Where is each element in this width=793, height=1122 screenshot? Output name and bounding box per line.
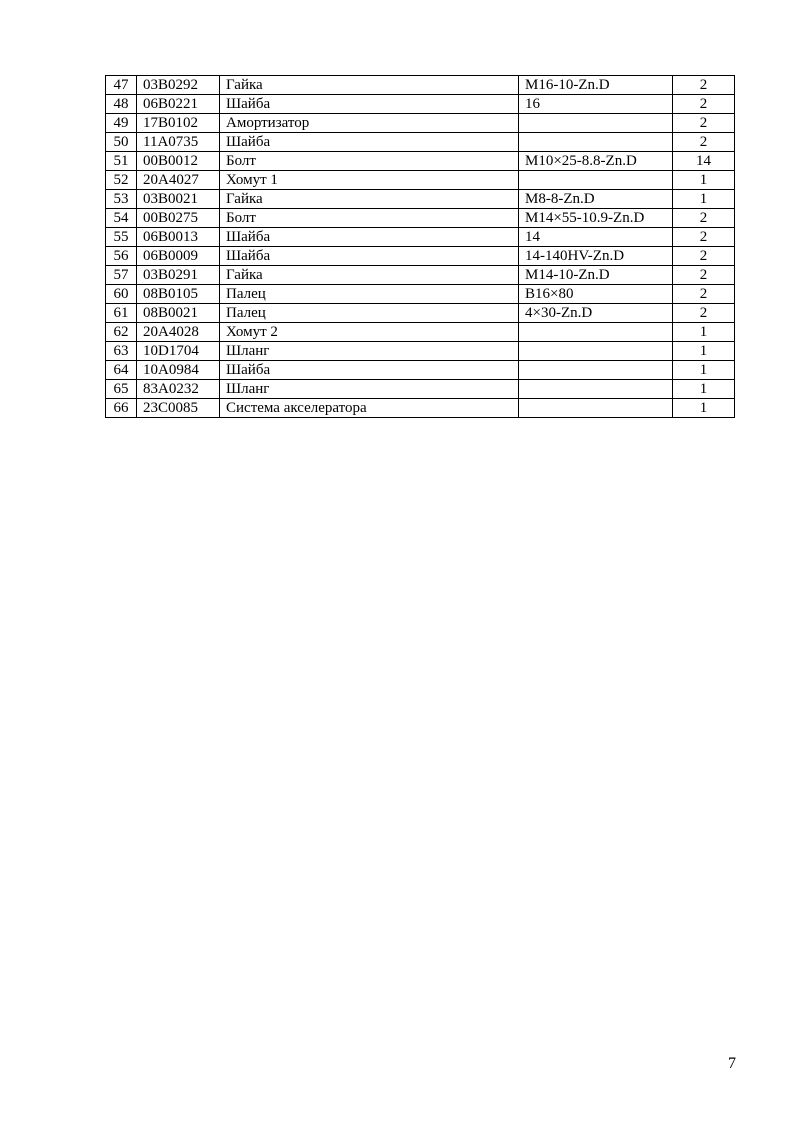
- part-name-cell: Гайка: [220, 190, 519, 209]
- quantity-cell: 2: [673, 247, 735, 266]
- table-row: [106, 266, 735, 285]
- part-name-cell: Гайка: [220, 76, 519, 95]
- part-code-cell: 10A0984: [137, 361, 220, 380]
- part-name-cell: Палец: [220, 304, 519, 323]
- part-name-cell: Шайба: [220, 95, 519, 114]
- table-row: [106, 247, 735, 266]
- part-name-cell: Хомут 1: [220, 171, 519, 190]
- table-row: [106, 342, 735, 361]
- part-spec-cell: 4×30-Zn.D: [519, 304, 673, 323]
- part-name-cell: Хомут 2: [220, 323, 519, 342]
- part-spec-cell: M14×55-10.9-Zn.D: [519, 209, 673, 228]
- part-code-cell: 06B0013: [137, 228, 220, 247]
- part-name-cell: Шайба: [220, 133, 519, 152]
- table-row: [106, 76, 735, 95]
- table-row: [106, 95, 735, 114]
- quantity-cell: 1: [673, 380, 735, 399]
- quantity-cell: 14: [673, 152, 735, 171]
- part-name-cell: Болт: [220, 209, 519, 228]
- row-number-cell: 50: [106, 133, 137, 152]
- part-spec-cell: M16-10-Zn.D: [519, 76, 673, 95]
- part-code-cell: 17B0102: [137, 114, 220, 133]
- quantity-cell: 2: [673, 266, 735, 285]
- part-code-cell: 03B0021: [137, 190, 220, 209]
- part-code-cell: 08B0105: [137, 285, 220, 304]
- row-number-cell: 62: [106, 323, 137, 342]
- quantity-cell: 2: [673, 133, 735, 152]
- part-code-cell: 08B0021: [137, 304, 220, 323]
- parts-table: [105, 75, 735, 418]
- row-number-cell: 52: [106, 171, 137, 190]
- quantity-cell: 2: [673, 285, 735, 304]
- part-spec-cell: [519, 361, 673, 380]
- part-code-cell: 03B0292: [137, 76, 220, 95]
- quantity-cell: 1: [673, 361, 735, 380]
- row-number-cell: 49: [106, 114, 137, 133]
- row-number-cell: 64: [106, 361, 137, 380]
- part-name-cell: Болт: [220, 152, 519, 171]
- part-name-cell: Шайба: [220, 247, 519, 266]
- part-spec-cell: [519, 114, 673, 133]
- row-number-cell: 66: [106, 399, 137, 418]
- row-number-cell: 53: [106, 190, 137, 209]
- part-name-cell: Система акселератора: [220, 399, 519, 418]
- row-number-cell: 60: [106, 285, 137, 304]
- part-name-cell: Шайба: [220, 361, 519, 380]
- parts-table-body: [106, 76, 735, 418]
- row-number-cell: 51: [106, 152, 137, 171]
- part-spec-cell: B16×80: [519, 285, 673, 304]
- part-code-cell: 83A0232: [137, 380, 220, 399]
- table-row: [106, 133, 735, 152]
- quantity-cell: 1: [673, 342, 735, 361]
- part-code-cell: 00B0275: [137, 209, 220, 228]
- table-row: [106, 285, 735, 304]
- row-number-cell: 48: [106, 95, 137, 114]
- part-spec-cell: [519, 399, 673, 418]
- part-code-cell: 03B0291: [137, 266, 220, 285]
- part-code-cell: 11A0735: [137, 133, 220, 152]
- part-code-cell: 10D1704: [137, 342, 220, 361]
- part-code-cell: 00B0012: [137, 152, 220, 171]
- part-spec-cell: M8-8-Zn.D: [519, 190, 673, 209]
- part-code-cell: 23C0085: [137, 399, 220, 418]
- quantity-cell: 1: [673, 399, 735, 418]
- part-spec-cell: [519, 342, 673, 361]
- part-spec-cell: M14-10-Zn.D: [519, 266, 673, 285]
- quantity-cell: 1: [673, 323, 735, 342]
- row-number-cell: 54: [106, 209, 137, 228]
- part-spec-cell: M10×25-8.8-Zn.D: [519, 152, 673, 171]
- table-row: [106, 114, 735, 133]
- quantity-cell: 1: [673, 190, 735, 209]
- table-row: [106, 380, 735, 399]
- quantity-cell: 2: [673, 114, 735, 133]
- table-row: [106, 323, 735, 342]
- row-number-cell: 55: [106, 228, 137, 247]
- row-number-cell: 65: [106, 380, 137, 399]
- row-number-cell: 47: [106, 76, 137, 95]
- table-row: [106, 304, 735, 323]
- part-name-cell: Шайба: [220, 228, 519, 247]
- part-code-cell: 06B0221: [137, 95, 220, 114]
- part-code-cell: 20A4027: [137, 171, 220, 190]
- part-spec-cell: [519, 171, 673, 190]
- page-number: 7: [728, 1055, 736, 1072]
- part-spec-cell: [519, 133, 673, 152]
- table-row: [106, 171, 735, 190]
- table-row: [106, 361, 735, 380]
- part-name-cell: Палец: [220, 285, 519, 304]
- part-name-cell: Шланг: [220, 342, 519, 361]
- quantity-cell: 1: [673, 171, 735, 190]
- row-number-cell: 63: [106, 342, 137, 361]
- row-number-cell: 57: [106, 266, 137, 285]
- part-code-cell: 06B0009: [137, 247, 220, 266]
- part-name-cell: Гайка: [220, 266, 519, 285]
- table-row: [106, 190, 735, 209]
- part-name-cell: Амортизатор: [220, 114, 519, 133]
- quantity-cell: 2: [673, 209, 735, 228]
- part-spec-cell: 16: [519, 95, 673, 114]
- part-code-cell: 20A4028: [137, 323, 220, 342]
- part-name-cell: Шланг: [220, 380, 519, 399]
- table-row: [106, 228, 735, 247]
- table-row: [106, 152, 735, 171]
- quantity-cell: 2: [673, 95, 735, 114]
- row-number-cell: 56: [106, 247, 137, 266]
- quantity-cell: 2: [673, 76, 735, 95]
- part-spec-cell: [519, 380, 673, 399]
- part-spec-cell: [519, 323, 673, 342]
- part-spec-cell: 14: [519, 228, 673, 247]
- table-row: [106, 399, 735, 418]
- quantity-cell: 2: [673, 304, 735, 323]
- table-row: [106, 209, 735, 228]
- row-number-cell: 61: [106, 304, 137, 323]
- quantity-cell: 2: [673, 228, 735, 247]
- part-spec-cell: 14-140HV-Zn.D: [519, 247, 673, 266]
